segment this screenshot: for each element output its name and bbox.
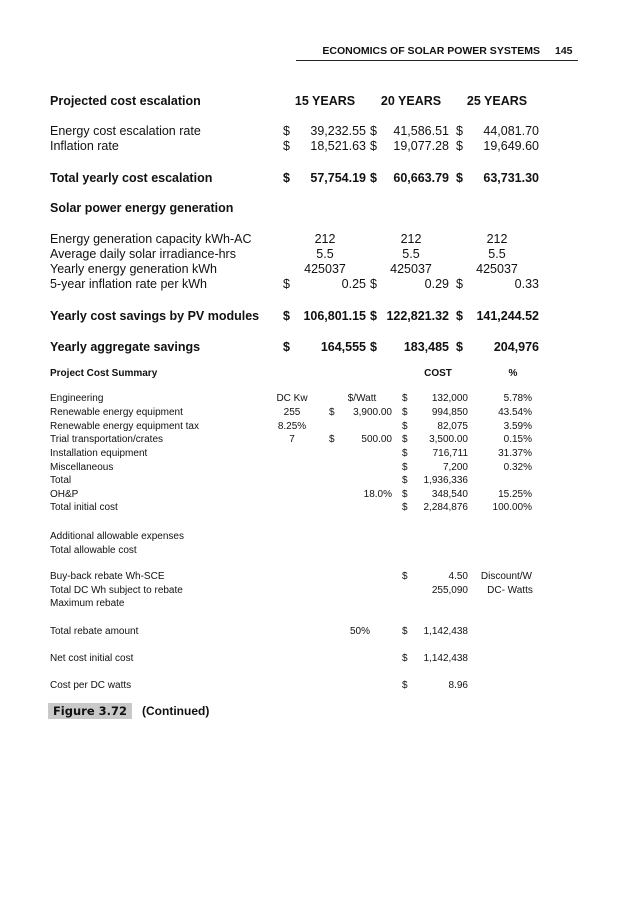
cell-d2: $ <box>402 393 408 404</box>
cell-d1: $ <box>329 434 335 445</box>
row-label: Total DC Wh subject to rebate <box>50 585 183 596</box>
cell-v2: 122,821.32 <box>386 309 449 323</box>
row-label: Installation equipment <box>50 448 148 459</box>
cell-h1: 15 YEARS <box>294 94 356 108</box>
cell-cost: 4.50 <box>448 571 468 582</box>
cell-costh: COST <box>424 368 452 379</box>
cell-mid: 50% <box>349 626 371 637</box>
header-rule <box>296 60 578 61</box>
row-label: 5-year inflation rate per kWh <box>50 277 208 291</box>
cell-kw: DC Kw <box>276 393 308 404</box>
cell-pcth: % <box>508 368 518 379</box>
cell-cost: 348,540 <box>431 489 468 500</box>
row-label: Total rebate amount <box>50 626 139 637</box>
cell-v1: 18,521.63 <box>310 139 366 153</box>
cell-h1: 212 <box>314 232 336 246</box>
cell-v1: 57,754.19 <box>310 171 366 185</box>
cell-h3: 425037 <box>476 262 518 276</box>
cell-w: 3,900.00 <box>353 407 392 418</box>
cell-d1: $ <box>283 171 290 185</box>
row-label: Average daily solar irradiance-hrs <box>50 247 236 261</box>
cell-h3: 25 YEARS <box>466 94 528 108</box>
cell-d3: $ <box>456 277 463 291</box>
row-label: Total yearly cost escalation <box>50 171 213 185</box>
cell-h2: 5.5 <box>402 247 420 261</box>
cell-d1: $ <box>283 124 290 138</box>
row-label: Buy-back rebate Wh-SCE <box>50 571 165 582</box>
cell-v2: 183,485 <box>403 340 449 354</box>
cell-v3: 204,976 <box>493 340 539 354</box>
row-label: Total initial cost <box>50 502 118 513</box>
cell-pct: 0.15% <box>503 434 532 445</box>
cell-d1: $ <box>283 277 290 291</box>
cell-v1: 164,555 <box>320 340 366 354</box>
cell-h2: 20 YEARS <box>380 94 442 108</box>
cell-kw: 8.25% <box>277 421 307 432</box>
cell-v2: 19,077.28 <box>393 139 449 153</box>
cell-d2: $ <box>370 340 377 354</box>
row-label: Yearly energy generation kWh <box>50 262 217 276</box>
row-label: Energy generation capacity kWh-AC <box>50 232 252 246</box>
row-label: Total allowable cost <box>50 545 137 556</box>
cell-d2: $ <box>402 489 408 500</box>
cell-d1: $ <box>283 309 290 323</box>
cell-h1: 5.5 <box>316 247 334 261</box>
cell-v3: 44,081.70 <box>483 124 539 138</box>
cell-d3: $ <box>456 309 463 323</box>
cell-kw: 7 <box>289 434 295 445</box>
cell-h1: 425037 <box>304 262 346 276</box>
cell-w: 18.0% <box>363 489 392 500</box>
cell-d2: $ <box>402 502 408 513</box>
cell-v2: 41,586.51 <box>393 124 449 138</box>
cell-d2: $ <box>402 462 408 473</box>
row-label: Maximum rebate <box>50 598 125 609</box>
row-label: Energy cost escalation rate <box>50 124 201 138</box>
cell-d2: $ <box>402 475 408 486</box>
row-label: Project Cost Summary <box>50 368 158 379</box>
cell-cost: 1,142,438 <box>423 626 468 637</box>
cell-d2: $ <box>370 124 377 138</box>
cell-cost: 8.96 <box>448 680 468 691</box>
row-label: Trial transportation/crates <box>50 434 164 445</box>
cell-cost: 132,000 <box>431 393 468 404</box>
cell-w: 500.00 <box>361 434 392 445</box>
cell-d2: $ <box>402 448 408 459</box>
cell-pct: 5.78% <box>503 393 532 404</box>
row-label: Renewable energy equipment tax <box>50 421 199 432</box>
cell-v3: 0.33 <box>514 277 539 291</box>
cell-cost: 994,850 <box>431 407 468 418</box>
page-number: 145 <box>555 45 573 57</box>
cell-h3: 212 <box>486 232 508 246</box>
cell-cost: 255,090 <box>431 585 468 596</box>
row-label: Net cost initial cost <box>50 653 134 664</box>
row-label: Renewable energy equipment <box>50 407 183 418</box>
cell-v1: 39,232.55 <box>310 124 366 138</box>
row-label: Cost per DC watts <box>50 680 132 691</box>
row-label: Yearly aggregate savings <box>50 340 201 354</box>
cell-v1: 0.25 <box>341 277 366 291</box>
row-label: Inflation rate <box>50 139 119 153</box>
cell-d1: $ <box>283 139 290 153</box>
cell-pct: 3.59% <box>503 421 532 432</box>
row-label: Additional allowable expenses <box>50 531 184 542</box>
cell-d2: $ <box>402 626 408 637</box>
cell-h3: 5.5 <box>488 247 506 261</box>
cell-d3: $ <box>456 340 463 354</box>
cell-v3: 19,649.60 <box>483 139 539 153</box>
cell-cost: 1,142,438 <box>423 653 468 664</box>
cell-cost: 2,284,876 <box>423 502 468 513</box>
cell-pct: Discount/W <box>480 571 532 582</box>
cell-pct: 31.37% <box>498 448 532 459</box>
cell-d2: $ <box>402 407 408 418</box>
cell-h2: 425037 <box>390 262 432 276</box>
cell-d2: $ <box>370 171 377 185</box>
cell-d3: $ <box>456 124 463 138</box>
cell-pct: 0.32% <box>503 462 532 473</box>
cell-pct: 100.00% <box>492 502 532 513</box>
cell-cost: 716,711 <box>432 448 468 459</box>
cell-wh: $/Watt <box>347 393 377 404</box>
cell-cost: 1,936,336 <box>423 475 468 486</box>
cell-cost: 82,075 <box>437 421 468 432</box>
row-label: Yearly cost savings by PV modules <box>50 309 260 323</box>
cell-v1: 106,801.15 <box>303 309 366 323</box>
cell-pct: 43.54% <box>498 407 532 418</box>
cell-cost: 3,500.00 <box>429 434 468 445</box>
cell-cost: 7,200 <box>442 462 468 473</box>
cell-v2: 0.29 <box>424 277 449 291</box>
cell-d3: $ <box>456 171 463 185</box>
cell-pct: 15.25% <box>498 489 532 500</box>
cell-h2: 212 <box>400 232 422 246</box>
running-header-title: ECONOMICS OF SOLAR POWER SYSTEMS <box>322 45 540 57</box>
figure-continued-note: (Continued) <box>142 704 210 718</box>
row-label: Engineering <box>50 393 104 404</box>
cell-d2: $ <box>370 277 377 291</box>
cell-d3: $ <box>456 139 463 153</box>
cell-kw: 255 <box>283 407 301 418</box>
cell-v3: 141,244.52 <box>476 309 539 323</box>
row-label: Solar power energy generation <box>50 201 234 215</box>
row-label: Miscellaneous <box>50 462 114 473</box>
figure-label: Figure 3.72 <box>48 703 132 719</box>
cell-d1: $ <box>329 407 335 418</box>
row-label: Projected cost escalation <box>50 94 201 108</box>
cell-d2: $ <box>402 421 408 432</box>
row-label: OH&P <box>50 489 79 500</box>
cell-pctc: DC- Watts <box>487 585 533 596</box>
cell-d2: $ <box>402 434 408 445</box>
cell-v3: 63,731.30 <box>483 171 539 185</box>
cell-d2: $ <box>402 653 408 664</box>
row-label: Total <box>50 475 72 486</box>
cell-d2: $ <box>402 680 408 691</box>
cell-d2: $ <box>402 571 408 582</box>
cell-d1: $ <box>283 340 290 354</box>
cell-d2: $ <box>370 309 377 323</box>
cell-d2: $ <box>370 139 377 153</box>
cell-v2: 60,663.79 <box>393 171 449 185</box>
